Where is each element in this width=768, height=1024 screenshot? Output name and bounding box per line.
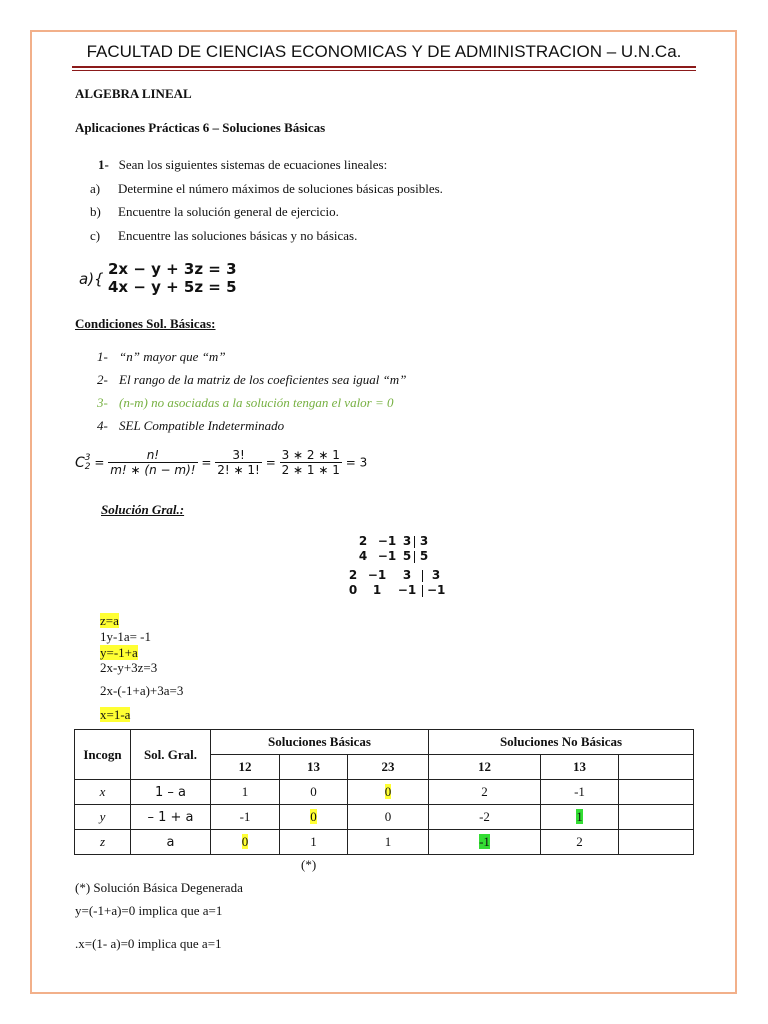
condition-num: 1- xyxy=(97,349,108,364)
cell-nonbasic: 2 xyxy=(429,780,541,805)
cell-basic: 1 xyxy=(280,830,348,855)
equals-sign: = xyxy=(201,455,212,470)
system-eq1: 2x − y + 3z = 3 xyxy=(108,260,237,278)
table-row xyxy=(75,830,694,855)
cell-basic: -1 xyxy=(211,805,280,830)
fraction-denominator: m! ∗ (n − m)! xyxy=(110,463,196,477)
item-text: Encuentre la solución general de ejercicio. xyxy=(118,204,339,219)
cell-basic-highlight: 0 xyxy=(211,830,280,855)
fraction-numerator: n! xyxy=(108,448,197,463)
header-sol-gral: Sol. Gral. xyxy=(131,730,211,780)
note-x-condition: .x=(1- a)=0 implica que a=1 xyxy=(75,936,222,951)
item-text: Determine el número máximos de soluciones básicas posibles. xyxy=(118,181,443,196)
condition-text: “n” mayor que “m” xyxy=(119,349,226,364)
item-label: a) xyxy=(90,181,101,196)
conditions-heading: Condiciones Sol. Básicas: xyxy=(75,316,216,331)
fraction-numerator: 3 ∗ 2 ∗ 1 xyxy=(281,448,340,462)
cell-basic: 1 xyxy=(348,830,429,855)
cell-nonbasic-highlight: -1 xyxy=(429,830,541,855)
cell-nonbasic: -2 xyxy=(429,805,541,830)
subheader-nonbasic-13: 13 xyxy=(541,755,619,780)
header-soluciones-no-basicas: Soluciones No Básicas xyxy=(429,730,694,755)
cell-sol-gral: 1 – a xyxy=(131,780,211,805)
solution-general-heading: Solución Gral.: xyxy=(101,502,185,517)
exercise-intro-text: Sean los siguientes sistemas de ecuaciones lineales: xyxy=(118,157,388,172)
combination-formula xyxy=(75,448,367,477)
exercise-item-b xyxy=(90,204,339,220)
step-substitution: 2x-(-1+a)+3a=3 xyxy=(100,683,184,698)
exercise-number: 1- xyxy=(98,157,109,172)
fraction-expanded xyxy=(280,448,342,477)
augmented-matrix-2 xyxy=(344,568,445,598)
combination-sub: 2 xyxy=(84,461,91,472)
header-soluciones-basicas: Soluciones Básicas xyxy=(211,730,429,755)
cell-basic-highlight: 0 xyxy=(348,780,429,805)
cell-var: z xyxy=(75,830,131,855)
subheader-basic-23: 23 xyxy=(348,755,429,780)
subheader-empty xyxy=(619,755,694,780)
exercise-item-a xyxy=(90,181,443,197)
exercise-item-c xyxy=(90,228,357,244)
cell-basic: 0 xyxy=(280,780,348,805)
condition-text: SEL Compatible Indeterminado xyxy=(119,418,285,433)
cell-nonbasic-highlight: 1 xyxy=(541,805,619,830)
item-text: Encuentre las soluciones básicas y no básicas. xyxy=(118,228,358,243)
cell-empty xyxy=(619,805,694,830)
step-z xyxy=(100,613,119,629)
system-label: a){ xyxy=(79,270,104,288)
cell-empty xyxy=(619,780,694,805)
condition-num: 4- xyxy=(97,418,108,433)
condition-text: El rango de la matriz de los coeficientes sea igual “m” xyxy=(119,372,407,387)
equals-sign: = xyxy=(94,455,105,470)
cell-nonbasic: -1 xyxy=(541,780,619,805)
subheader-basic-13: 13 xyxy=(280,755,348,780)
table-row xyxy=(75,805,694,830)
practice-subtitle: Aplicaciones Prácticas 6 – Soluciones Básicas xyxy=(75,120,326,135)
matrix-row: 4 −1 5 5 xyxy=(358,549,429,563)
step-equation-original: 2x-y+3z=3 xyxy=(100,660,158,675)
cell-var: x xyxy=(75,780,131,805)
condition-2 xyxy=(97,372,406,388)
matrix-row: 2 −1 3 3 xyxy=(358,534,429,548)
page-header-title: FACULTAD DE CIENCIAS ECONOMICAS Y DE ADMINISTRACION – U.N.Ca. xyxy=(86,42,682,61)
header-rule xyxy=(72,66,696,68)
cell-sol-gral: a xyxy=(131,830,211,855)
step-x xyxy=(100,707,130,723)
matrix-row: 2 −1 3 3 xyxy=(348,568,441,582)
fraction-denominator: 2! ∗ 1! xyxy=(217,463,260,477)
condition-1 xyxy=(97,349,226,365)
condition-4 xyxy=(97,418,284,434)
fraction-values xyxy=(215,448,262,477)
cell-empty xyxy=(619,830,694,855)
item-label: c) xyxy=(90,228,101,243)
condition-num: 3- xyxy=(97,395,108,410)
table-row xyxy=(75,780,694,805)
matrix-row: 0 1 −1 −1 xyxy=(348,583,446,597)
step-equation-y: 1y-1a= -1 xyxy=(100,629,152,644)
combination-result: = 3 xyxy=(345,455,368,470)
system-eq2: 4x − y + 5z = 5 xyxy=(108,278,237,296)
fraction-numerator: 3! xyxy=(215,448,262,463)
note-y-condition: y=(-1+a)=0 implica que a=1 xyxy=(75,903,223,918)
cell-nonbasic: 2 xyxy=(541,830,619,855)
highlighted-step: x=1-a xyxy=(100,707,131,722)
highlighted-step: z=a xyxy=(100,613,119,628)
combination-sup: 3 xyxy=(84,452,91,463)
equals-sign: = xyxy=(265,455,276,470)
cell-basic: 0 xyxy=(348,805,429,830)
header-incogn: Incogn xyxy=(75,730,131,780)
cell-var: y xyxy=(75,805,131,830)
footnote-mark: (*) xyxy=(301,857,317,872)
header-rule-thin xyxy=(72,70,696,71)
exercise-intro xyxy=(98,157,387,173)
highlighted-step: y=-1+a xyxy=(100,645,138,660)
fraction-general xyxy=(108,448,197,477)
cell-basic-highlight: 0 xyxy=(280,805,348,830)
solutions-table xyxy=(74,729,694,855)
condition-text: (n-m) no asociadas a la solución tengan el valor = 0 xyxy=(119,395,394,410)
combination-symbol: C xyxy=(75,454,85,471)
condition-num: 2- xyxy=(97,372,108,387)
fraction-denominator: 2 ∗ 1 ∗ 1 xyxy=(281,463,340,477)
note-degenerate: (*) Solución Básica Degenerada xyxy=(75,880,243,895)
cell-sol-gral: – 1 + a xyxy=(131,805,211,830)
step-y xyxy=(100,645,138,661)
subheader-basic-12: 12 xyxy=(211,755,280,780)
cell-basic: 1 xyxy=(211,780,280,805)
item-label: b) xyxy=(90,204,101,219)
course-title: ALGEBRA LINEAL xyxy=(75,86,192,101)
augmented-matrix-1 xyxy=(352,534,429,564)
condition-3 xyxy=(97,395,394,411)
subheader-nonbasic-12: 12 xyxy=(429,755,541,780)
